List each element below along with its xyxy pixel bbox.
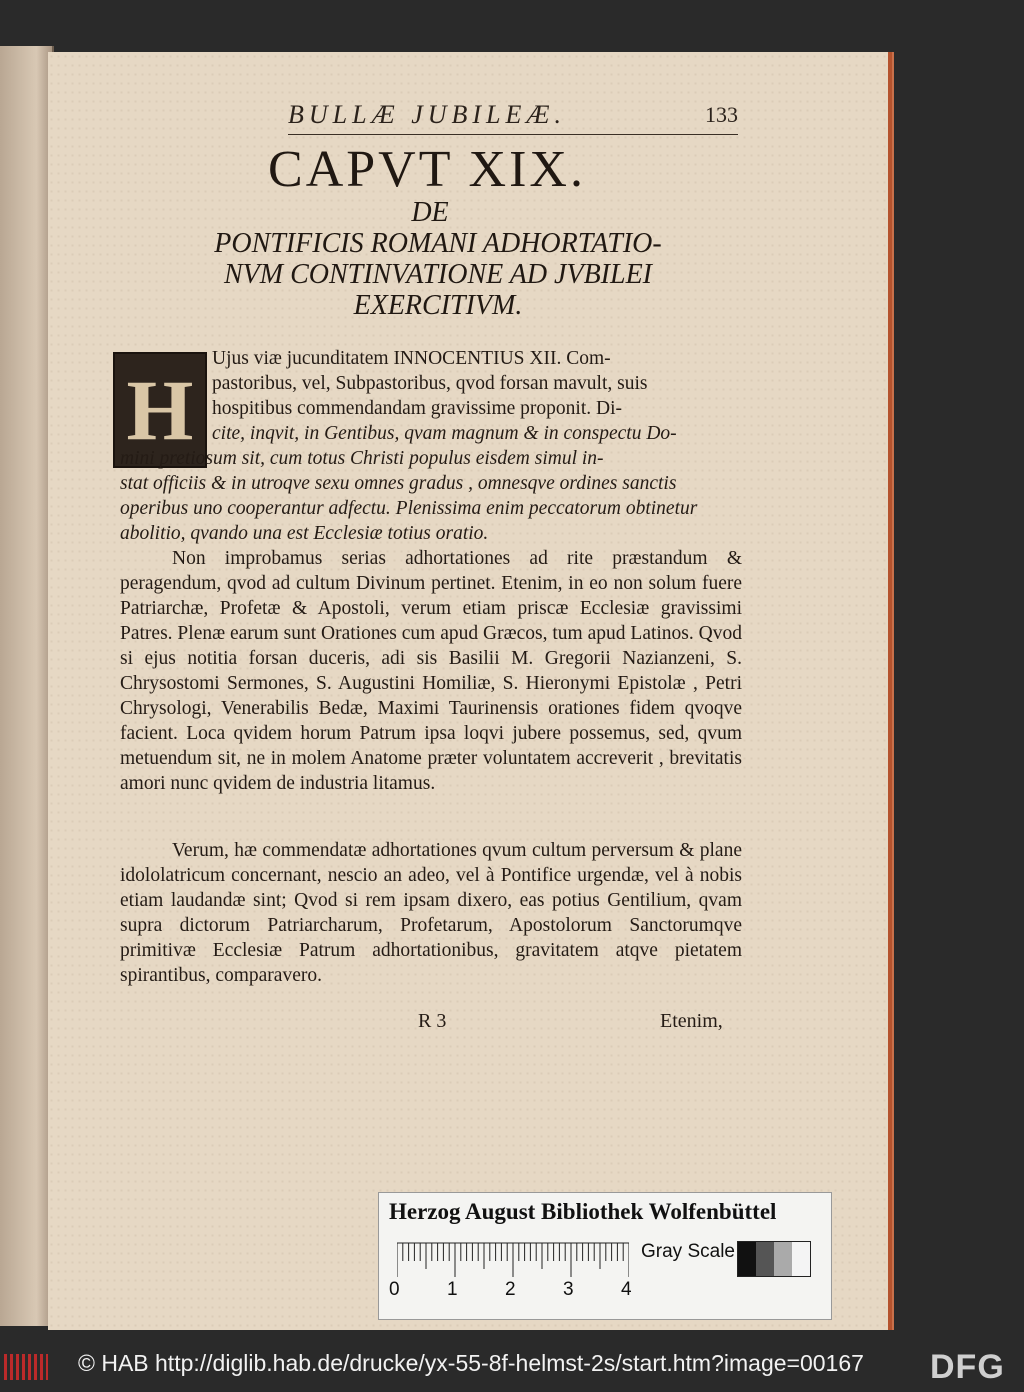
text-line: hospitibus commendandam gravissime proponit. Di- — [212, 398, 622, 419]
paragraph-1-head — [212, 346, 742, 446]
paragraph-1-tail — [120, 446, 742, 546]
chapter-de: DE — [411, 197, 449, 228]
initial-letter: H — [126, 362, 194, 458]
ruler-labels — [389, 1279, 639, 1303]
library-name: Herzog August Bibliothek Wolfenbüttel — [389, 1199, 777, 1224]
ruler-label: 0 — [389, 1279, 400, 1300]
ruler-label: 1 — [447, 1279, 458, 1300]
gray-swatch — [792, 1242, 810, 1276]
gray-swatch — [774, 1242, 792, 1276]
gray-scale-label: Gray Scale — [641, 1241, 735, 1262]
text-line: abolitio, qvando una est Ecclesiæ totius oratio. — [120, 523, 489, 544]
signature-mark: R 3 — [418, 1010, 447, 1032]
gray-scale-swatches — [737, 1241, 811, 1277]
ruler-label: 2 — [505, 1279, 516, 1300]
paragraph-3: Verum, hæ commendatæ adhortationes qvum cultum perversum & plane idololatricum concernant, nescio an adeo, vel à Pontifice urgendæ, vel à nobis etiam laudandæ sint; Qvod si rem ipsam dixero, eas potius Gentilium, qvam supra dictorum Patriarcharum, Profetarum, Apostolorum Sanctorumqve primitivæ Ecclesiæ Patrum adhortationibus, gravitatem atqve pietatem spirantibus, comparavero. — [120, 840, 742, 986]
previous-page-edge — [0, 46, 54, 1326]
catchword: Etenim, — [660, 1010, 723, 1032]
subtitle-line: PONTIFICIS ROMANI ADHORTATIO- — [214, 228, 662, 259]
dfg-logo: DFG — [930, 1348, 1005, 1386]
ruler-label: 3 — [563, 1279, 574, 1300]
text-line: stat officiis & in utroqve sexu omnes gradus , omnesqve ordines sanctis — [120, 473, 677, 494]
ruler-label: 4 — [621, 1279, 632, 1300]
subtitle-line: NVM CONTINVATIONE AD JVBILEI — [223, 259, 652, 290]
running-head: BULLÆ JUBILEÆ. — [288, 100, 567, 129]
running-header — [288, 100, 738, 135]
gray-swatch — [738, 1242, 756, 1276]
paragraph-2: Non improbamus serias adhortationes ad rite præstandum & peragendum, qvod ad cultum Divinum pertinet. Etenim, in eo non solum fuere Patriarchæ, Profetæ & Apostoli, verum etiam priscæ Ecclesiæ gravissimi Patres. Plenæ earum sunt Orationes cum apud Græcos, tum apud Latinos. Qvod si ejus notitia forsan duceris, adi sis Basilii M. Gregorii Nazianzeni, S. Chrysostomi Sermones, S. Augustini Homiliæ, S. Hieronymi Epistolæ , Petri Chrysologi, Venerabilis Bedæ, Maximi Taurinensis orationes fidem qvoqve facient. Loca qvidem horum Patrum ipsa loqvi jubere possemus, sed, qvum metuendum sit, ne in molem Anatome præter voluntatem accreverit , brevitatis amori nunc qvidem de industria litamus. — [120, 548, 742, 794]
library-color-card — [378, 1192, 832, 1320]
footer-url[interactable]: © HAB http://diglib.hab.de/drucke/yx-55-8f-helmst-2s/start.htm?image=00167 — [78, 1350, 864, 1376]
text-line: operibus uno cooperantur adfectu. Plenissima enim peccatorum obtinetur — [120, 498, 698, 519]
text-line: pastoribus, vel, Subpastoribus, qvod forsan mavult, suis — [212, 373, 648, 394]
viewer-footer — [0, 1336, 1024, 1392]
page-number: 133 — [705, 102, 738, 127]
text-line: mini pretiosum sit, cum totus Christi populus eisdem simul in- — [120, 448, 604, 469]
subtitle-line: EXERCITIVM. — [353, 290, 523, 321]
barcode-icon — [4, 1354, 48, 1380]
chapter-title: CAPVT XIX. — [268, 141, 586, 198]
text-line: Ujus viæ jucunditatem INNOCENTIUS XII. Com- — [212, 348, 611, 369]
text-line: cite, inqvit, in Gentibus, qvam magnum & in conspectu Do- — [212, 423, 677, 444]
ruler-scale — [397, 1241, 629, 1279]
gray-swatch — [756, 1242, 774, 1276]
chapter-subtitle — [108, 228, 768, 321]
